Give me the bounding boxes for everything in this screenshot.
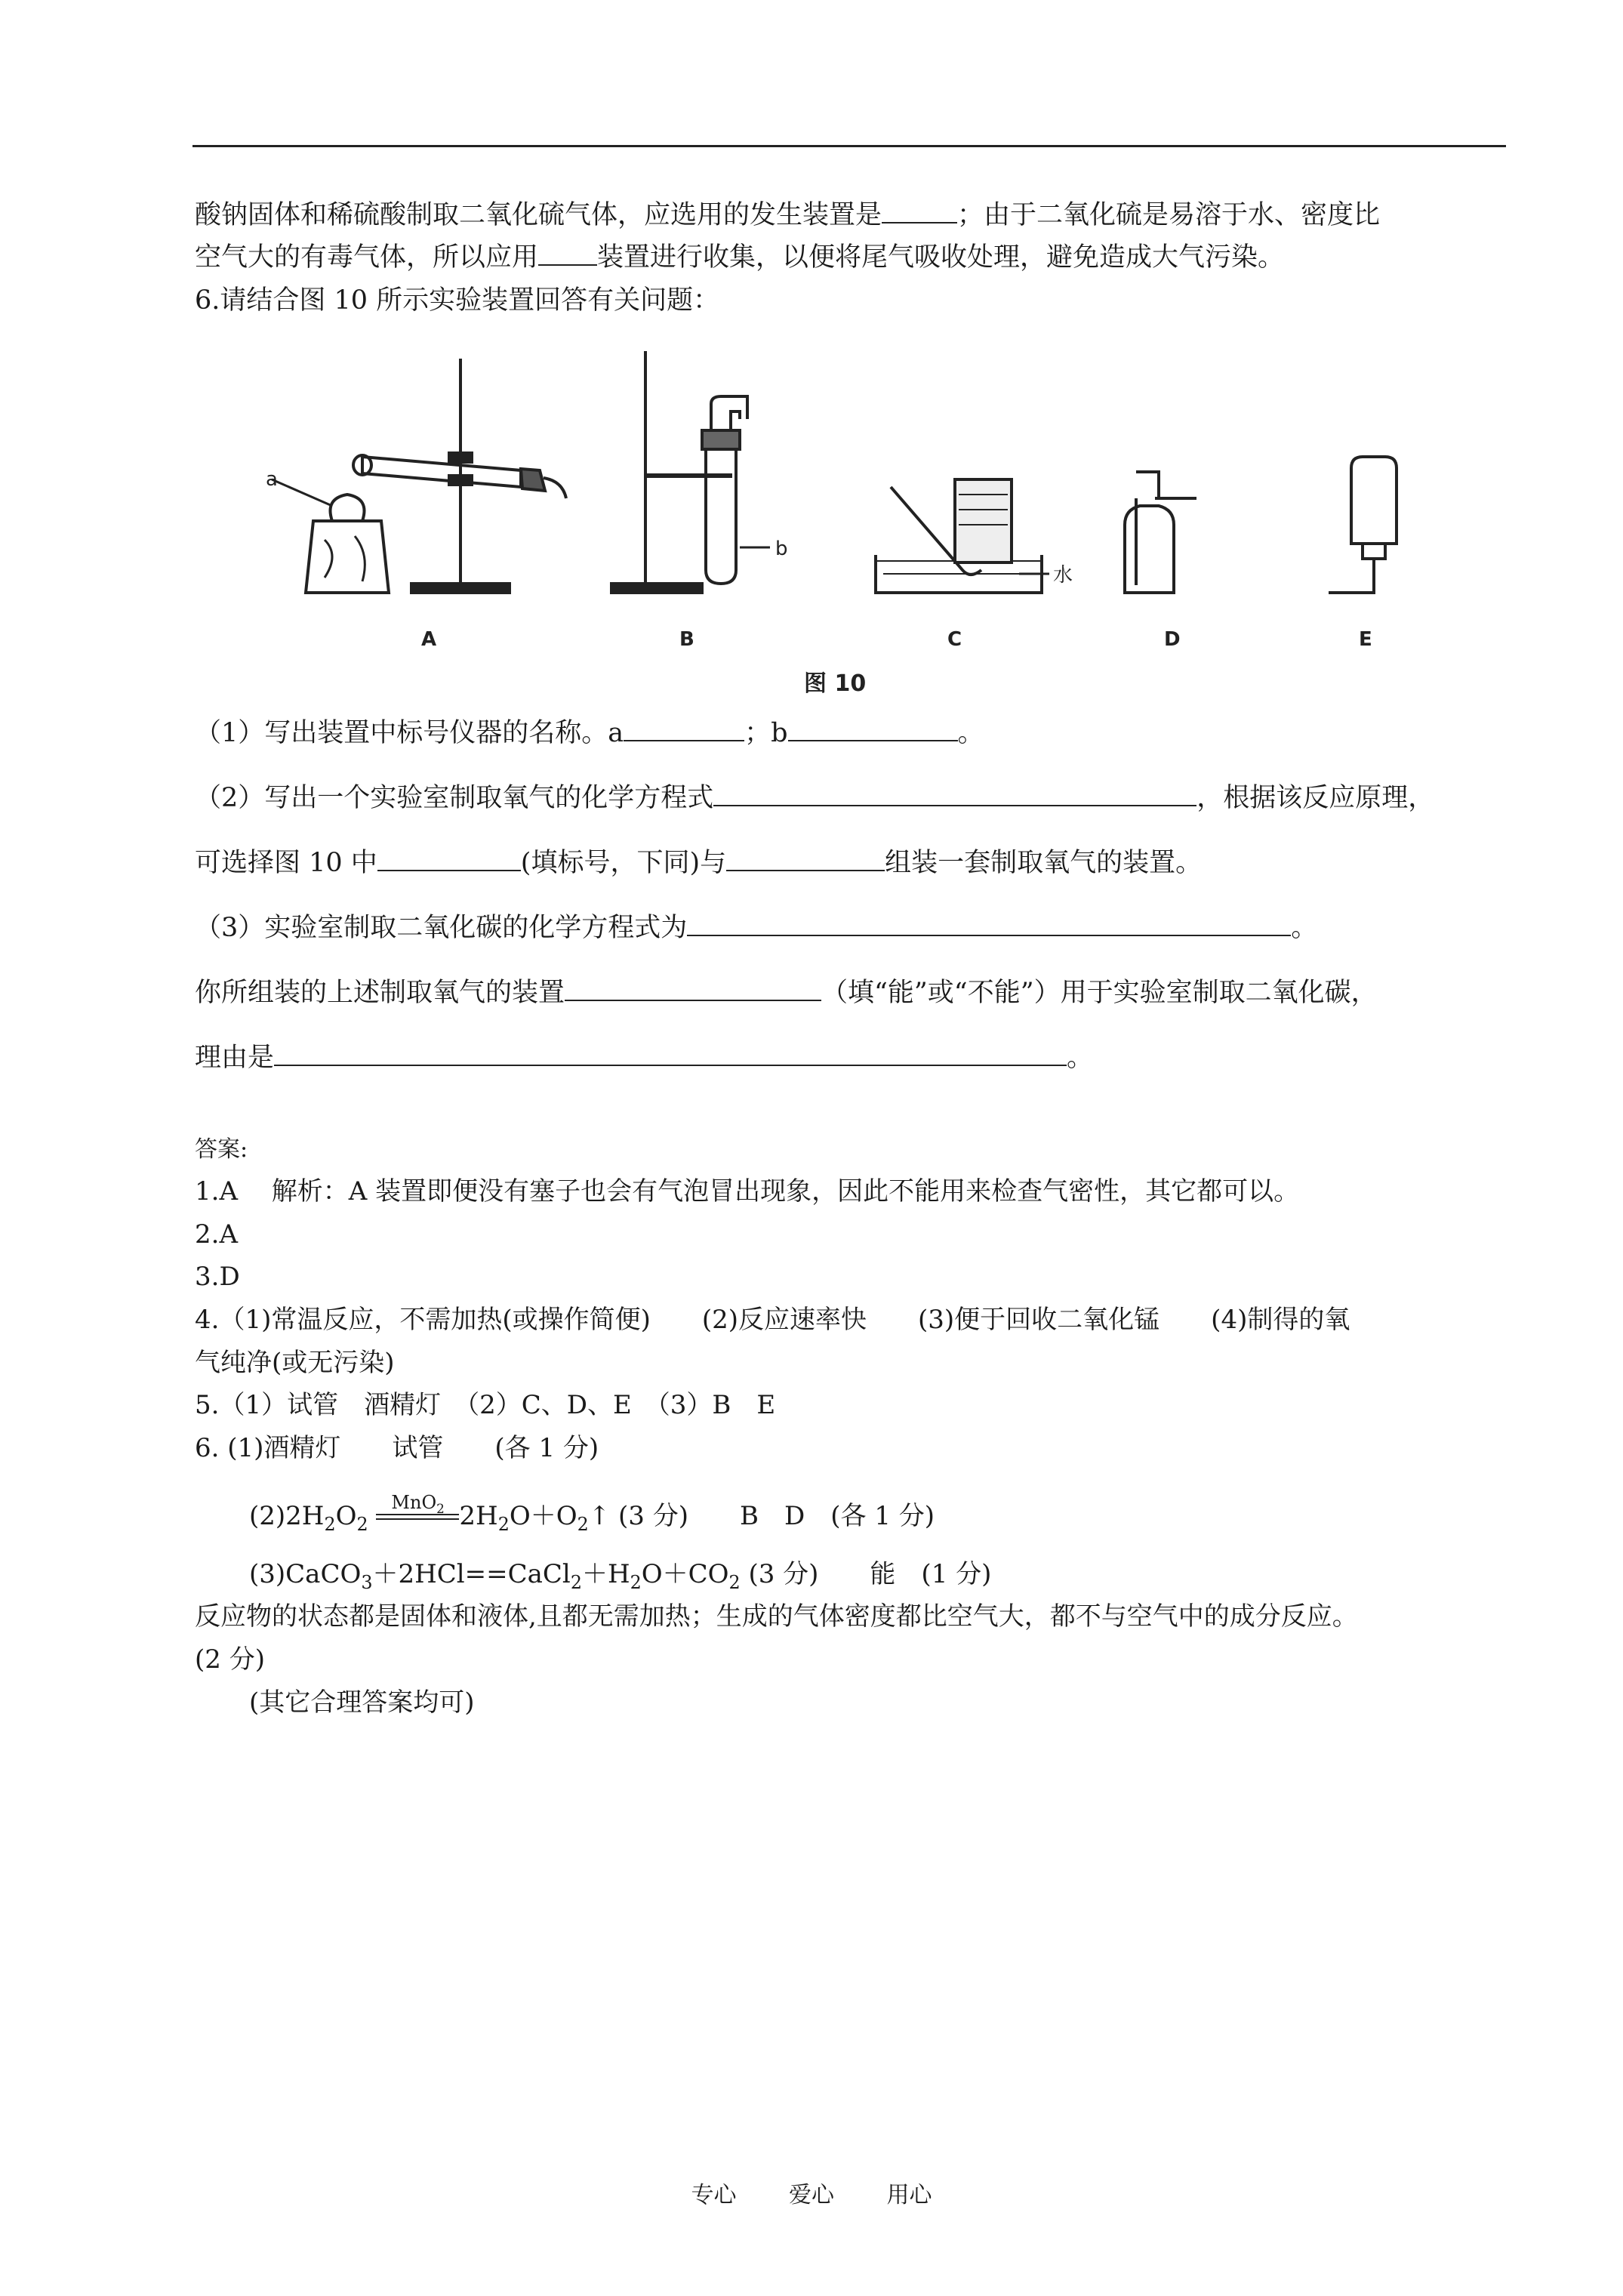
text-segment: 理由是 (195, 1043, 275, 1073)
answer-4-cont: 气纯净(或无污染) (195, 1348, 395, 1378)
text-segment: 装置进行收集，以便将尾气吸收处理，避免造成大气污染。 (597, 242, 1285, 273)
text-segment: 可选择图 10 中 (195, 848, 377, 878)
figure-10-apparatus (249, 344, 1457, 706)
text-segment: （3）实验室制取二氧化碳的化学方程式为 (195, 913, 688, 943)
callout-b: b (775, 538, 788, 560)
text-segment: （1）写出装置中标号仪器的名称。a (195, 718, 624, 748)
answer-6-2: $(2)2H_2O_2$ MnO$_2$ $2H_2O+O_2↑$ (3 分) B D (各 1 分) (249, 1499, 935, 1542)
answer-2: 2.A (195, 1219, 238, 1250)
text-segment: ；b (744, 718, 788, 748)
question-6-reason (195, 1040, 1093, 1075)
answer-3: 3.D (195, 1262, 240, 1292)
answer-blank[interactable] (882, 199, 957, 223)
catalyst-label: MnO$_2$ (391, 1492, 445, 1516)
text-segment: 。 (957, 718, 984, 748)
label-a: A (421, 628, 437, 651)
question-6-part-2-cont (195, 846, 1202, 880)
reaction-arrow (376, 1492, 459, 1529)
text-segment: (3 分) 能 (1 分) (748, 1559, 992, 1589)
header-rule (192, 145, 1506, 147)
answer-blank[interactable] (538, 242, 597, 266)
label-b: B (679, 628, 694, 651)
text-segment: （填“能”或“不能”）用于实验室制取二氧化碳， (821, 978, 1378, 1008)
question-6-intro: 6.请结合图 10 所示实验装置回答有关问题： (195, 285, 720, 316)
apparatus-a (272, 359, 566, 593)
answer-blank[interactable] (726, 847, 885, 871)
text-segment: (3 分) B D (各 1 分) (618, 1501, 935, 1531)
answer-blank[interactable] (624, 717, 744, 741)
answer-4: 4.（1)常温反应，不需加热(或操作简便) (2)反应速率快 (3)便于回收二氧化锰 (4)制得的氧 (195, 1305, 1350, 1335)
question-5-continuation-line-1 (195, 198, 1380, 233)
label-d: D (1164, 628, 1181, 651)
answer-6-3: $(3)CaCO_3+2HCl==CaCl_2+H_2O+CO_2$ (3 分) 能 (1 分) (249, 1559, 992, 1593)
figure-caption: 图 10 (804, 670, 867, 697)
apparatus-c (876, 479, 1049, 593)
apparatus-d (1125, 472, 1196, 593)
answer-blank[interactable] (565, 977, 821, 1001)
text-segment: 组装一套制取氧气的装置。 (885, 848, 1203, 878)
answer-blank[interactable] (687, 912, 1291, 936)
answer-6-reason-score: (2 分) (195, 1644, 265, 1675)
text-segment: ；由于二氧化硫是易溶于水、密度比 (957, 200, 1381, 230)
question-5-continuation-line-2 (195, 240, 1284, 275)
answer-6-1: 6. (1)酒精灯 试管 (各 1 分) (195, 1433, 599, 1463)
text-segment: 。 (1067, 1043, 1094, 1073)
question-6-part-3-cont (195, 975, 1378, 1010)
answer-5: 5.（1）试管 酒精灯 （2）C、D、E （3）B E (195, 1390, 776, 1420)
text-segment: 空气大的有毒气体，所以应用 (195, 242, 539, 273)
answer-6-other: (其它合理答案均可) (249, 1687, 475, 1718)
answer-blank[interactable] (274, 1042, 1067, 1066)
text-segment: （2）写出一个实验室制取氧气的化学方程式 (195, 783, 714, 813)
callout-water: 水 (1053, 564, 1073, 587)
question-6-part-2 (195, 781, 1434, 815)
text-segment: (3)CaCO (249, 1559, 362, 1589)
callout-a: a (266, 468, 278, 491)
answer-1: 1.A 解析：A 装置即便没有塞子也会有气泡冒出现象，因此不能用来检查气密性，其它都可以。 (195, 1176, 1300, 1207)
text-segment: 。 (1291, 913, 1318, 943)
answer-6-reason: 反应物的状态都是固体和液体,且都无需加热；生成的气体密度都比空气大，都不与空气中的成分反应。 (195, 1601, 1358, 1632)
apparatus-e (1329, 457, 1397, 593)
question-6-part-1 (195, 716, 984, 750)
answer-blank[interactable] (713, 782, 1196, 806)
text-segment: (填标号，下同)与 (520, 848, 727, 878)
text-segment: 你所组装的上述制取氧气的装置 (195, 978, 565, 1008)
text-segment: 酸钠固体和稀硫酸制取二氧化硫气体，应选用的发生装置是 (195, 200, 882, 230)
apparatus-b (611, 351, 770, 593)
answer-blank[interactable] (377, 847, 521, 871)
page-footer: 专心 爱心 用心 (691, 2182, 932, 2208)
text-segment: (2)2H (249, 1501, 325, 1531)
answers-heading: 答案: (195, 1136, 248, 1163)
text-segment: ，根据该反应原理， (1196, 783, 1435, 813)
question-6-part-3 (195, 911, 1317, 945)
label-c: C (947, 628, 962, 651)
answer-blank[interactable] (788, 717, 958, 741)
text-segment: 2H (459, 1501, 498, 1531)
label-e: E (1359, 628, 1372, 651)
